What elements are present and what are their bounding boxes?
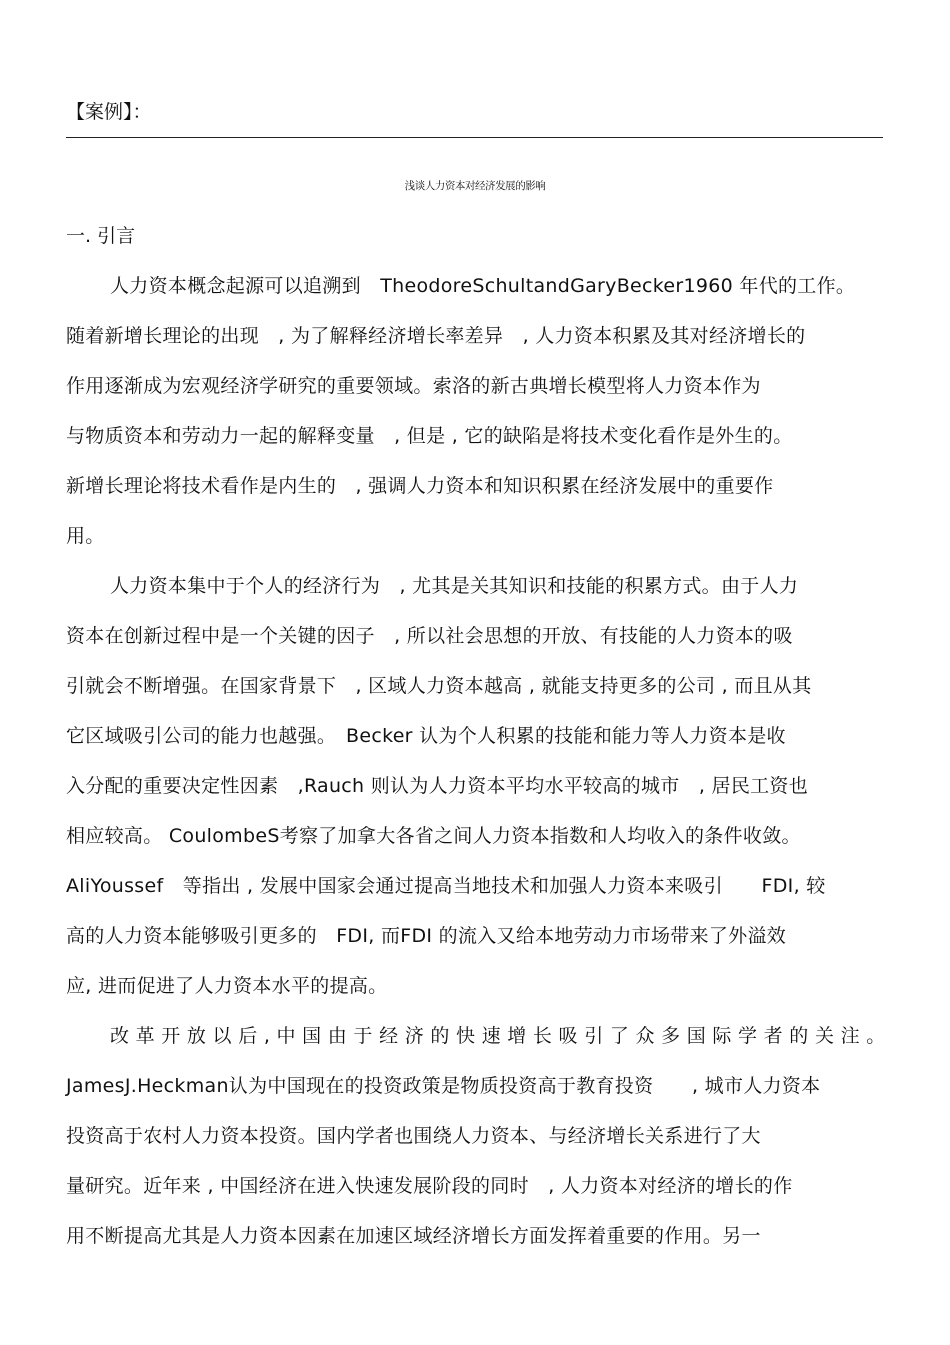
paragraph-line: 新增长理论将技术看作是内生的 , 强调人力资本和知识积累在经济发展中的重要作 (66, 475, 774, 497)
paragraph-line: 高的人力资本能够吸引更多的 FDI, 而FDI 的流入又给本地劳动力市场带来了外溢效 (66, 925, 787, 947)
paragraph-line: 入分配的重要决定性因素 ,Rauch 则认为人力资本平均水平较高的城市 , 居民工资也 (66, 775, 809, 797)
case-label: 【案例】： (66, 101, 152, 123)
paragraph-line: 用。 (66, 525, 105, 547)
section-heading: 一. 引言 (66, 225, 136, 247)
paragraph-line: 人力资本集中于个人的经济行为 , 尤其是关其知识和技能的积累方式。由于人力 (110, 575, 799, 597)
paragraph-line: 投资高于农村人力资本投资。国内学者也围绕人力资本、与经济增长关系进行了大 (66, 1125, 761, 1147)
paragraph-line: 应, 进而促进了人力资本水平的提高。 (66, 975, 388, 997)
paragraph-line: 与物质资本和劳动力一起的解释变量 , 但是 , 它的缺陷是将技术变化看作是外生的。 (66, 425, 793, 447)
paragraph-line: 改 革 开 放 以 后 , 中 国 由 于 经 济 的 快 速 增 长 吸 引 了 众 多 国 际 学 者 的 关 注 。 (110, 1025, 886, 1047)
paragraph-line: 人力资本概念起源可以追溯到 TheodoreSchultandGaryBecker1960 年代的工作。 (110, 275, 856, 297)
paragraph-line: JamesJ.Heckman认为中国现在的投资政策是物质投资高于教育投资 , 城市人力资本 (66, 1075, 821, 1097)
paragraph-line: 用不断提高尤其是人力资本因素在加速区域经济增长方面发挥着重要的作用。另一 (66, 1225, 761, 1247)
document-title: 浅谈人力资本对经济发展的影响 (404, 180, 546, 192)
paragraph-line: 量研究。近年来 , 中国经济在进入快速发展阶段的同时 , 人力资本对经济的增长的作 (66, 1175, 793, 1197)
paragraph-line: 它区域吸引公司的能力也越强。 Becker 认为个人积累的技能和能力等人力资本是收 (66, 725, 786, 747)
paragraph-line: 相应较高。 CoulombeS考察了加拿大各省之间人力资本指数和人均收入的条件收敛。 (66, 825, 801, 847)
paragraph-line: 随着新增长理论的出现 , 为了解释经济增长率差异 , 人力资本积累及其对经济增长的 (66, 325, 806, 347)
paragraph-line: AliYoussef 等指出 , 发展中国家会通过提高当地技术和加强人力资本来吸引 FDI, 较 (66, 875, 826, 897)
header-rule (66, 137, 883, 138)
paragraph-line: 引就会不断增强。在国家背景下 , 区域人力资本越高 , 就能支持更多的公司 , 而且从其 (66, 675, 812, 697)
paragraph-line: 资本在创新过程中是一个关键的因子 , 所以社会思想的开放、有技能的人力资本的吸 (66, 625, 793, 647)
paragraph-line: 作用逐渐成为宏观经济学研究的重要领域。索洛的新古典增长模型将人力资本作为 (66, 375, 761, 397)
